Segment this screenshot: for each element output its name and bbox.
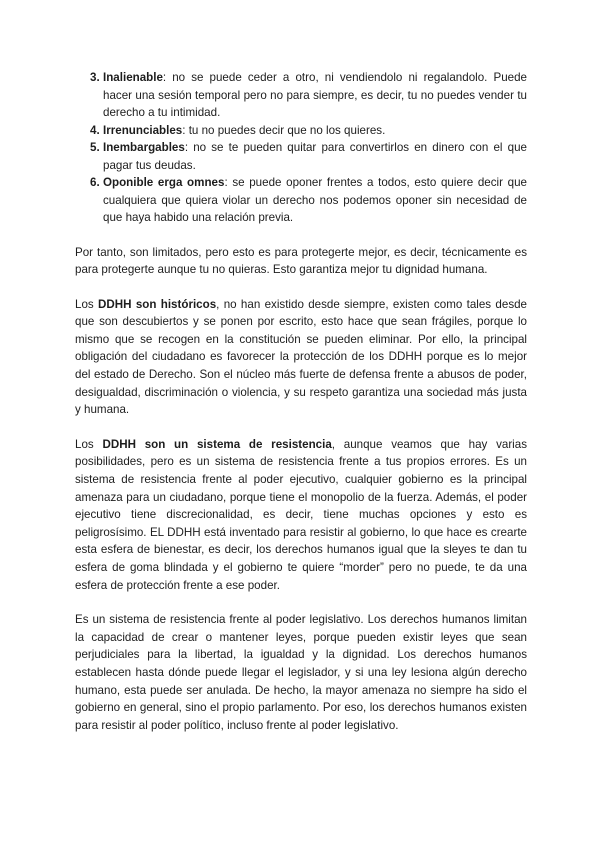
paragraph-text: , no han existido desde siempre, existen como tales desde que son descubiertos y se ponen por escrito, esto hace que sean frágiles, porque lo mismo que se recogen en la constitución se pueden eliminar. Por ello, la principal obligación del ciudadano es favorecer la protección de los DDHH porque es lo mejor del estado de Derecho. Son el núcleo más fuerte de defensa frente a abusos de poder, desigualdad, discriminación o violencia, y su respeto garantiza una sociedad más justa y humana. — [75, 297, 528, 417]
list-number: 6. — [90, 176, 100, 189]
list-term: Oponible erga omnes — [103, 176, 225, 189]
list-item — [75, 122, 527, 140]
paragraph-bold: DDHH son un sistema de resistencia — [102, 437, 332, 451]
rights-characteristics-list — [75, 69, 527, 227]
paragraph-text: , aunque veamos que hay varias posibilidades, pero es un sistema de resistencia frente a tus propios errores. Es un sistema de resistencia frente al poder ejecutivo, cualquier gobierno es la principal amenaza para un ciudadano, porque tiene el monopolio de la fuerza. Además, el poder ejecutivo tiene discrecionalidad, es decir, tiene muchas opciones y esto es peligrosísimo. EL DDHH está inventado para resistir al gobierno, lo que hace es crearte esta esfera de bienestar, es decir, los derechos humanos igual que la sleyes te dan tu esfera de goma blindada y el gobierno te quiere “morder” pero no puede, te da una esfera de protección frente a ese poder. — [75, 437, 528, 592]
list-text: : no se puede ceder a otro, ni vendiendolo ni regalandolo. Puede hacer una sesión temporal pero no para siempre, es decir, tu no puedes vender tu derecho a tu intimidad. — [103, 71, 527, 119]
list-number: 5. — [90, 141, 100, 154]
list-text: : tu no puedes decir que no los quieres. — [182, 123, 386, 137]
paragraph-lead: Los — [75, 437, 103, 451]
paragraph-lead: Los — [75, 297, 99, 311]
paragraph-legislative: Es un sistema de resistencia frente al poder legislativo. Los derechos humanos limitan la capacidad de crear o mantener leyes, porque pueden existir leyes que sean perjudiciales para la libertad, la igualdad y la dignidad. Los derechos humanos establecen hasta dónde puede llegar el legislador, y si una ley lesiona algún derecho humano, esta puede ser anulada. De hecho, la mayor amenaza no siempre ha sido el gobierno en general, sino el propio parlamento. Por eso, los derechos humanos existen para resistir al poder político, incluso frente al poder legislativo. — [75, 613, 527, 732]
paragraph-bold: DDHH son históricos — [98, 297, 217, 311]
paragraph-historic — [75, 296, 527, 419]
list-text: : se puede oponer frentes a todos, esto quiere decir que cualquiera que quiera violar un derecho nos podemos oponer sin necesidad de que haya habido una relación previa. — [103, 176, 527, 224]
list-text: : no se te pueden quitar para convertirlos en dinero con el que pagar tus deudas. — [103, 141, 527, 172]
paragraph-limits: Por tanto, son limitados, pero esto es para protegerte mejor, es decir, técnicamente es para protegerte aunque tu no quieras. Esto garantiza mejor tu dignidad humana. — [75, 245, 527, 277]
list-term: Inembargables — [103, 141, 185, 154]
list-item — [75, 69, 527, 122]
list-term: Inalienable — [103, 71, 163, 84]
paragraph-resistance — [75, 436, 527, 594]
list-item — [75, 139, 527, 174]
list-term: Irrenunciables — [103, 123, 183, 137]
list-item — [75, 174, 527, 227]
document-page — [75, 69, 527, 734]
list-number: 4. — [90, 123, 100, 137]
list-number: 3. — [90, 71, 100, 84]
